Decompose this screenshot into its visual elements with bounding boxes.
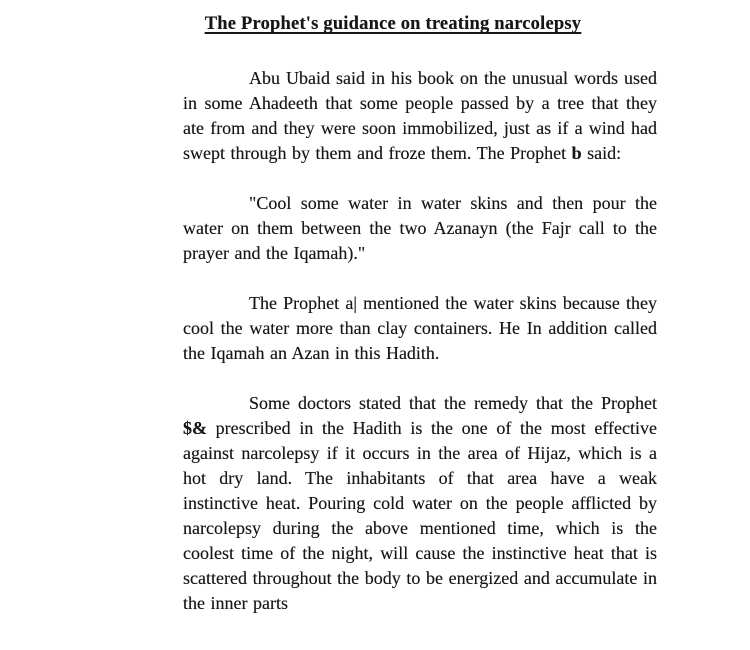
paragraph-abu-ubaid-text-end: said: [581,143,622,163]
paragraph-water-skins [183,291,657,366]
paragraph-abu-ubaid-text: Abu Ubaid said in his book on the unusual words used in some Ahadeeth that some people passed by a tree that they ate from and they were soon immobilized, just as if a wind had swept through by them and froze them. The Prophet [183,68,657,163]
paragraph-water-skins-text: The Prophet a| mentioned the water skins because they cool the water more than clay containers. He In addition called the Iqamah an Azan in this Hadith. [183,293,657,363]
paragraph-abu-ubaid [183,66,657,166]
prophet-honorific-symbol-1: b [571,143,582,163]
prophet-honorific-symbol-2: $& [183,418,207,438]
paragraph-doctors-remedy-text-end: prescribed in the Hadith is the one of the most effective against narcolepsy if it occurs in the area of Hijaz, which is a hot dry land. The inhabitants of that area have a weak instinctive heat. Pouring cold water on the people afflicted by narcolepsy during the above mentioned time, which is the coolest time of the night, will cause the instinctive heat that is scattered throughout the body to be energized and accumulate in the inner parts [183,418,657,613]
page-title: The Prophet's guidance on treating narcolepsy [204,14,582,34]
document-page [183,12,657,616]
paragraph-doctors-remedy [183,391,657,616]
paragraph-doctors-remedy-text: Some doctors stated that the remedy that the Prophet [249,393,657,413]
paragraph-hadith-quote [183,191,657,266]
paragraph-hadith-quote-text: "Cool some water in water skins and then pour the water on them between the two Azanayn (the Fajr call to the prayer and the Iqamah)." [183,193,657,263]
